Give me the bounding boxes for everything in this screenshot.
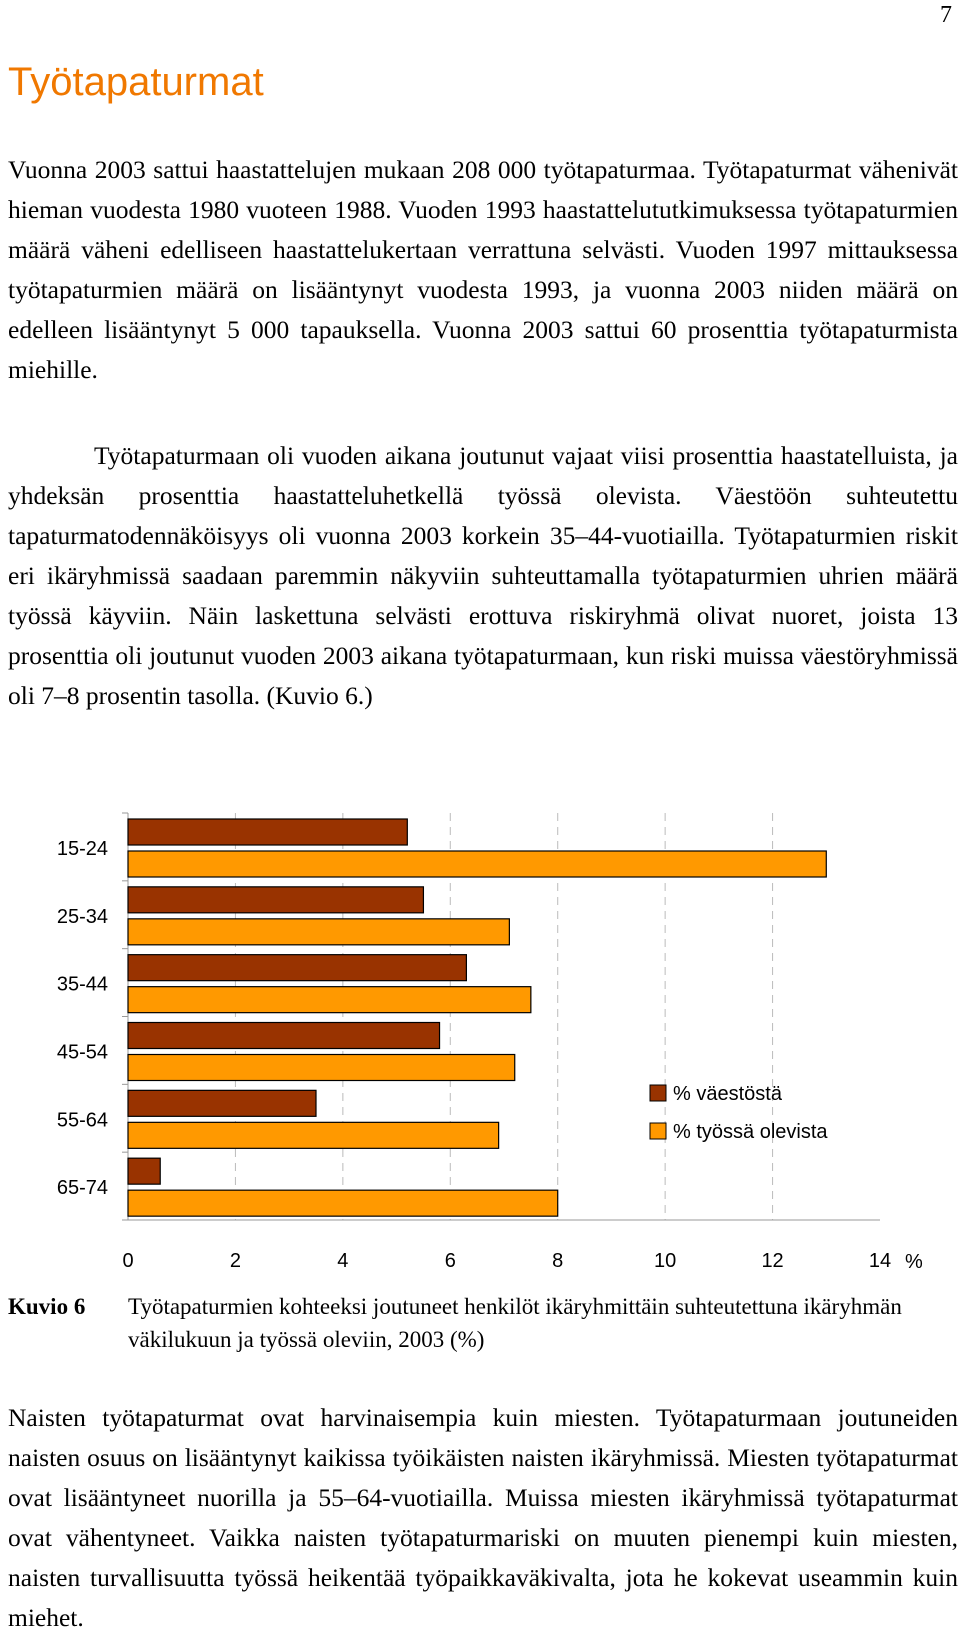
x-axis-label: % — [905, 1251, 923, 1273]
legend-label-1: % väestöstä — [673, 1083, 782, 1105]
bar-45-54-series-2 — [128, 1055, 515, 1081]
category-label-25-34: 25-34 — [56, 905, 108, 928]
bar-chart — [0, 800, 960, 1273]
figure-caption — [8, 1290, 958, 1356]
x-tick-label-14: 14 — [868, 1250, 892, 1272]
x-tick-label-12: 12 — [761, 1250, 784, 1272]
bar-65-74-series-1 — [128, 1158, 160, 1184]
category-label-35-44: 35-44 — [56, 973, 108, 996]
bar-55-64-series-1 — [128, 1090, 316, 1116]
x-tick-label-2: 2 — [229, 1250, 241, 1272]
section-heading: Työtapaturmat — [8, 60, 264, 104]
paragraph-3: Naisten työtapaturmat ovat harvinaisempia kuin miesten. Työtapaturmaan joutuneiden naisten osuus on lisääntynyt kaikissa työikäisten naisten ikäryhmissä. Miesten työtapaturmat ovat lisääntyneet nuorilla ja 55–64-vuotiailla. Muissa miesten ikäryhmissä työtapaturmat ovat vähentyneet. Vaikka naisten työtapaturmariski on muuten pienempi kuin miesten, naisten turvallisuutta työssä heikentää työpaikkaväkivalta, jota he kokevat useammin kuin miehet. — [8, 1403, 958, 1632]
bar-65-74-series-2 — [128, 1190, 558, 1216]
bar-35-44-series-2 — [128, 987, 531, 1013]
paragraph-2: Työtapaturmaan oli vuoden aikana joutunut vajaat viisi prosenttia haastatelluista, ja yhdeksän prosenttia haastatteluhetkellä työssä olevista. Väestöön suhteutettu tapaturmatodennäköisyys oli vuonna 2003 korkein 35–44-vuotiailla. Työtapaturmien riskit eri ikäryhmissä saadaan paremmin näkyviin suhteuttamalla työtapaturmien uhrien määrä työssä käyviin. Näin laskettuna selvästi erottuva riskiryhmä olivat nuoret, joista 13 prosenttia oli joutunut vuoden 2003 aikana työtapaturmaan, kun riski muissa väestöryhmissä oli 7–8 prosentin tasolla. (Kuvio 6.) — [8, 441, 958, 710]
bar-35-44-series-1 — [128, 955, 466, 981]
category-label-15-24: 15-24 — [56, 837, 108, 860]
category-label-65-74: 65-74 — [56, 1177, 108, 1200]
x-tick-label-10: 10 — [654, 1250, 677, 1272]
legend-label-2: % työssä olevista — [673, 1121, 828, 1143]
bar-25-34-series-1 — [128, 887, 423, 913]
caption-label: Kuvio 6 — [8, 1294, 86, 1319]
paragraph-1: Vuonna 2003 sattui haastattelujen mukaan 208 000 työtapaturmaa. Työtapaturmat vähenivät hieman vuodesta 1980 vuoteen 1988. Vuoden 1993 haastattelututkimuksessa työtapaturmien määrä väheni edelliseen haastattelukertaan verrattuna selvästi. Vuoden 1997 mittauksessa työtapaturmien määrä on lisääntynyt vuodesta 1993, ja vuonna 2003 niiden määrä on edelleen lisääntynyt 5 000 tapauksella. Vuonna 2003 sattui 60 prosenttia työtapaturmista miehille. — [8, 155, 958, 384]
caption-text: Työtapaturmien kohteeksi joutuneet henkilöt ikäryhmittäin suhteutettuna ikäryhmän väkilukuun ja työssä oleviin, 2003 (%) — [128, 1294, 902, 1352]
x-tick-label-8: 8 — [552, 1250, 564, 1272]
x-tick-label-6: 6 — [444, 1250, 456, 1272]
page-number: 7 — [940, 2, 952, 28]
x-tick-label-4: 4 — [337, 1250, 349, 1272]
bar-55-64-series-2 — [128, 1122, 499, 1148]
bar-45-54-series-1 — [128, 1023, 440, 1049]
legend-swatch-1 — [650, 1085, 666, 1101]
bar-15-24-series-1 — [128, 819, 407, 845]
bar-15-24-series-2 — [128, 851, 826, 877]
legend-swatch-2 — [650, 1123, 666, 1139]
x-tick-label-0: 0 — [122, 1250, 134, 1272]
category-label-45-54: 45-54 — [56, 1041, 108, 1064]
category-label-55-64: 55-64 — [56, 1109, 108, 1132]
bar-25-34-series-2 — [128, 919, 509, 945]
